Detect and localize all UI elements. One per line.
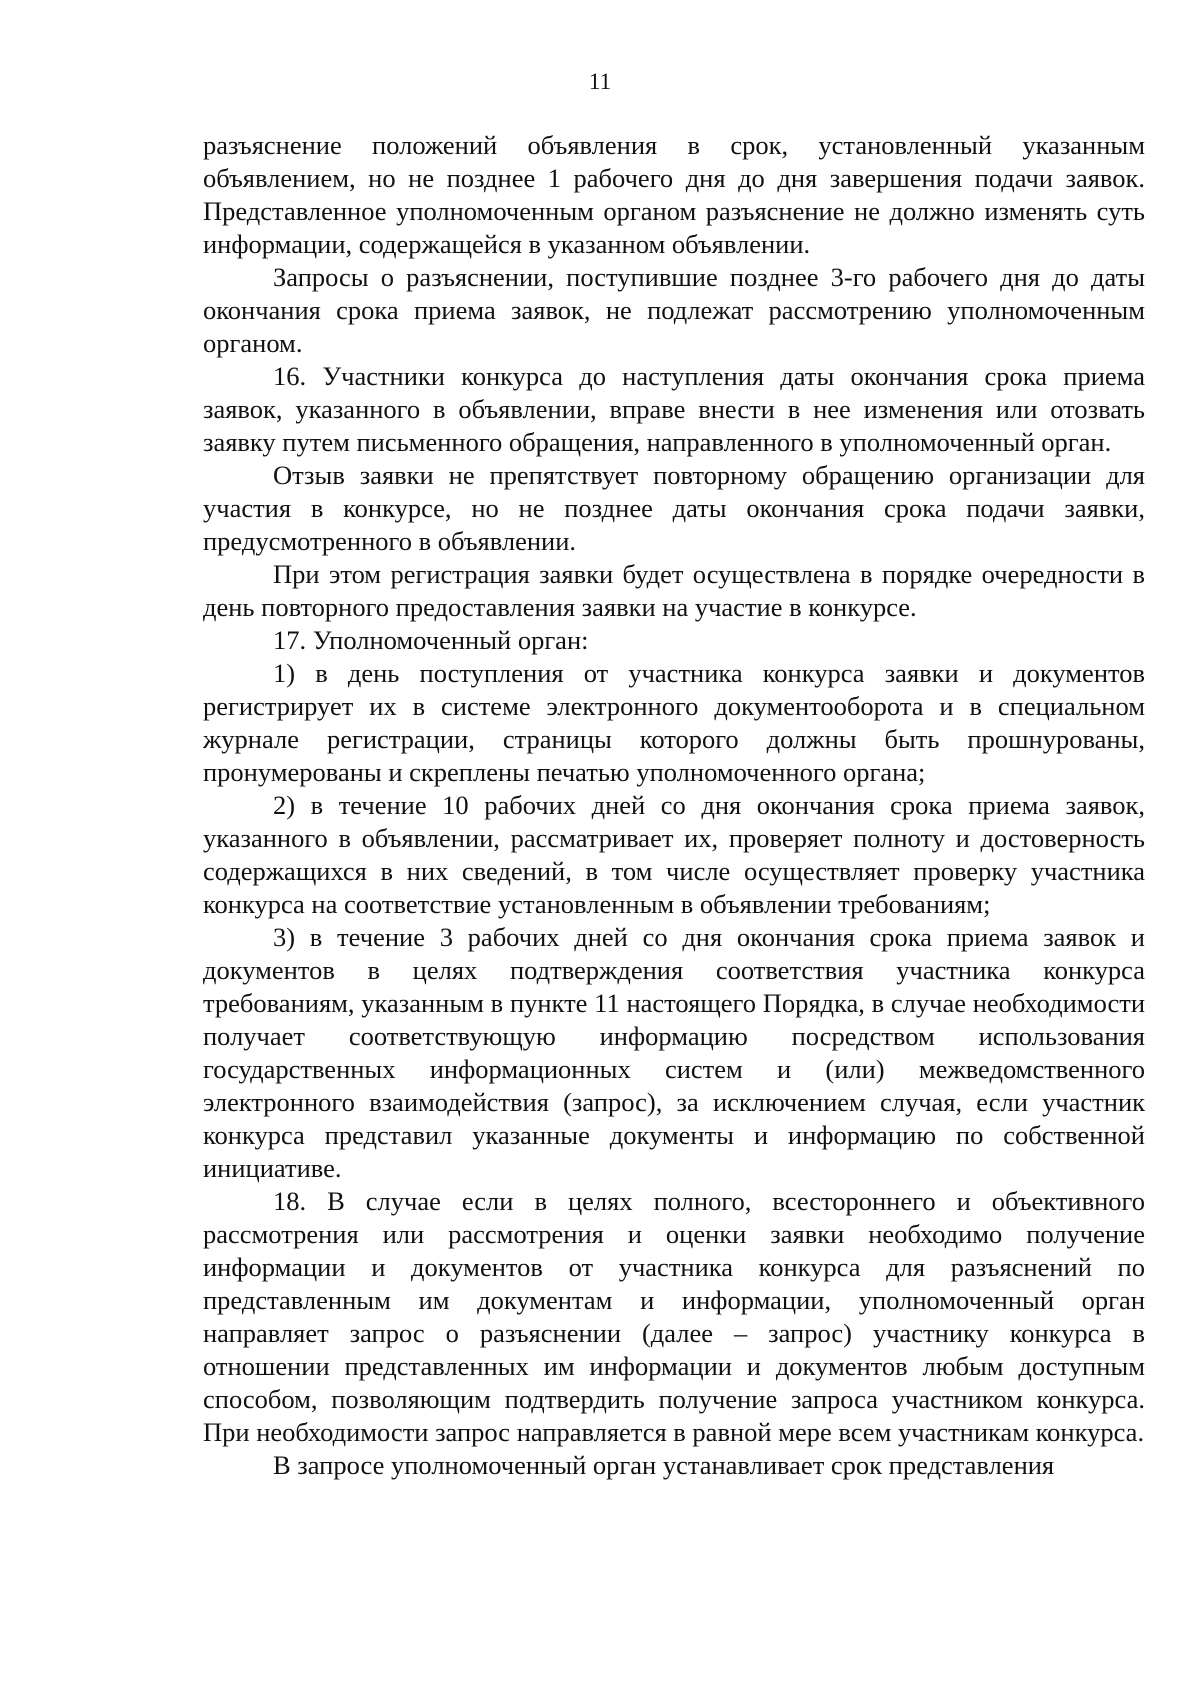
page-number: 11 <box>588 69 612 94</box>
document-body <box>203 129 1145 1482</box>
paragraph: 18. В случае если в целях полного, всестороннего и объективного рассмотрения или рассмотрения и оценки заявки необходимо получение информации и документов от участника конкурса для разъяснений по представленным им документам и информации, уполномоченный орган направляет запрос о разъяснении (далее – запрос) участнику конкурса в отношении представленных им информации и документов любым доступным способом, позволяющим подтвердить получение запроса участником конкурса. При необходимости запрос направляется в равной мере всем участникам конкурса. <box>203 1186 1145 1447</box>
paragraph: Запросы о разъяснении, поступившие позднее 3-го рабочего дня до даты окончания срока приема заявок, не подлежат рассмотрению уполномоченным органом. <box>203 262 1145 358</box>
paragraph: 1) в день поступления от участника конкурса заявки и документов регистрирует их в системе электронного документооборота и в специальном журнале регистрации, страницы которого должны быть прошнурованы, пронумерованы и скреплены печатью уполномоченного органа; <box>203 658 1145 787</box>
paragraph: разъяснение положений объявления в срок, установленный указанным объявлением, но не позднее 1 рабочего дня до дня завершения подачи заявок. Представленное уполномоченным органом разъяснение не должно изменять суть информации, содержащейся в указанном объявлении. <box>203 130 1145 259</box>
paragraph: 17. Уполномоченный орган: <box>273 625 589 655</box>
paragraph: 16. Участники конкурса до наступления даты окончания срока приема заявок, указанного в объявлении, вправе внести в нее изменения или отозвать заявку путем письменного обращения, направленного в уполномоченный орган. <box>203 361 1145 457</box>
paragraph: В запросе уполномоченный орган устанавливает срок представления <box>273 1450 1055 1480</box>
paragraph: При этом регистрация заявки будет осуществлена в порядке очередности в день повторного предоставления заявки на участие в конкурсе. <box>203 559 1145 622</box>
paragraph: 2) в течение 10 рабочих дней со дня окончания срока приема заявок, указанного в объявлении, рассматривает их, проверяет полноту и достоверность содержащихся в них сведений, в том числе осуществляет проверку участника конкурса на соответствие установленным в объявлении требованиям; <box>203 790 1145 919</box>
paragraph: Отзыв заявки не препятствует повторному обращению организации для участия в конкурсе, но не позднее даты окончания срока подачи заявки, предусмотренного в объявлении. <box>203 460 1145 556</box>
paragraph: 3) в течение 3 рабочих дней со дня окончания срока приема заявок и документов в целях подтверждения соответствия участника конкурса требованиям, указанным в пункте 11 настоящего Порядка, в случае необходимости получает соответствующую информацию посредством использования государственных информационных систем и (или) межведомственного электронного взаимодействия (запрос), за исключением случая, если участник конкурса представил указанные документы и информацию по собственной инициативе. <box>203 922 1145 1183</box>
